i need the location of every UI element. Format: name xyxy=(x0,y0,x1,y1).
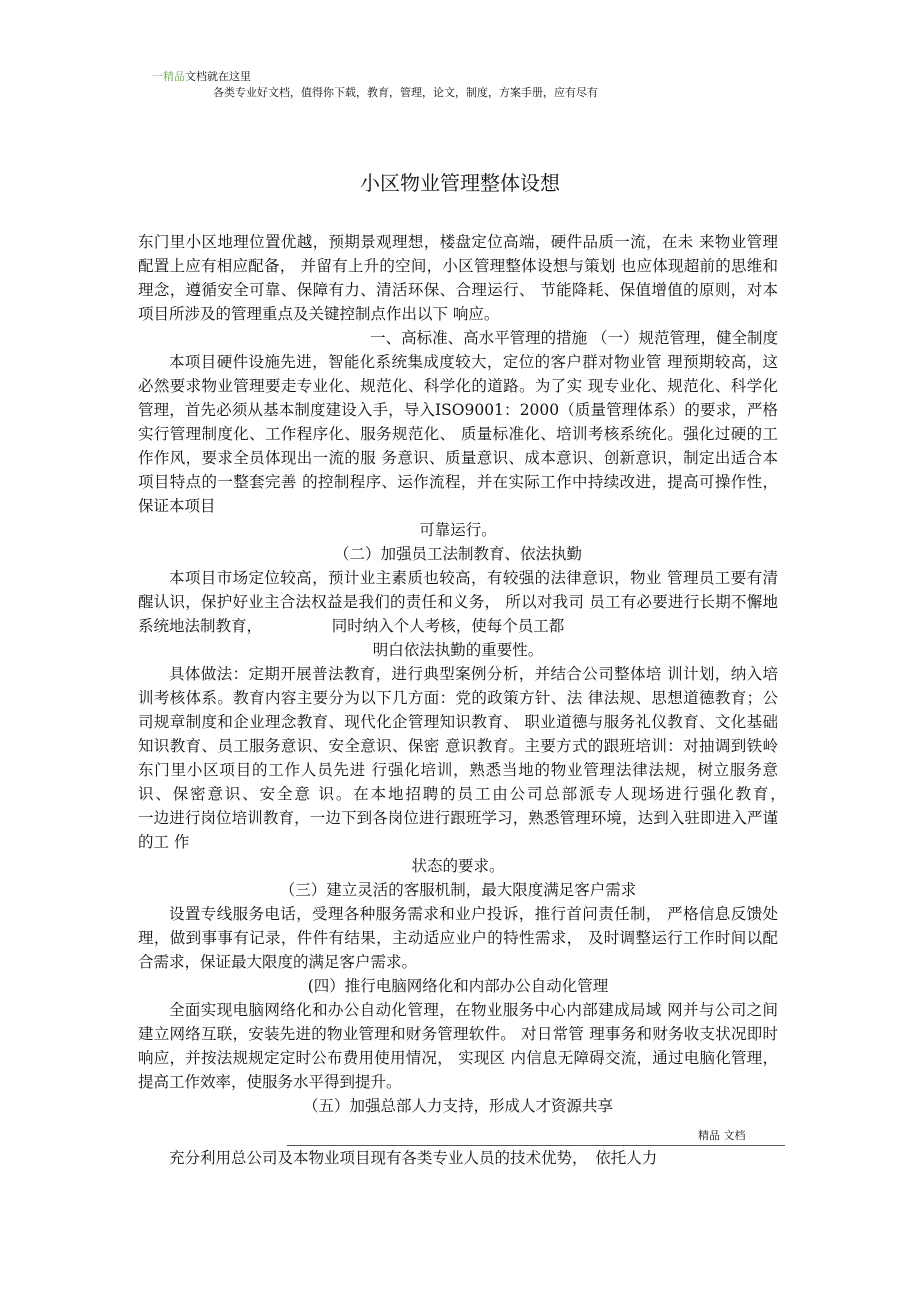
section1-paragraph-tail: 可靠运行。 xyxy=(419,521,497,539)
section1-heading: 一、高标准、高水平管理的措施 （一）规范管理，健全制度 xyxy=(370,329,778,347)
section1-paragraph: 本项目硬件设施先进，智能化系统集成度较大，定位的客户群对物业管 理预期较高，这必然要求物业管理要走专业化、规范化、科学化的道路。为了实 现专业化、规范化、科学化管理，首先必须从基本制度建设入手，导入ISO9001：2000（质量管理体系）的要求，严格实行管理制度化、工作程序化、服务规范化、 质量标准化、培训考核系统化。强化过硬的工作作风，要求全员体现出一流的服 务意识、质量意识、成本意识、创新意识，制定出适合本项目特点的一整套完善 的控制程序、运作流程，并在实际工作中持续改进，提高可操作性，保证本项目 xyxy=(138,353,778,515)
section2-detail-tail: 状态的要求。 xyxy=(411,857,505,875)
section5-paragraph: 充分利用总公司及本物业项目现有各类专业人员的技术优势， 依托人力 xyxy=(169,1149,658,1167)
document-title: 小区物业管理整体设想 xyxy=(360,171,560,195)
intro-paragraph: 东门里小区地理位置优越，预期景观理想，楼盘定位高端，硬件品质一流，在未 来物业管理配置上应有相应配备， 并留有上升的空间，小区管理整体设想与策划 也应体现超前的思维和理念，遵循安全可靠、保障有力、清活环保、合理运行、 节能降耗、保值增值的原则，对本项目所涉及的管理重点及关键控制点作出以下 响应。 xyxy=(138,233,778,323)
section2-heading: （二）加强员工法制教育、依法执勤 xyxy=(333,545,582,563)
section5-heading: （五）加强总部人力支持，形成人才资源共享 xyxy=(302,1097,613,1115)
section2-paragraph: 本项目市场定位较高，预计业主素质也较高，有较强的法律意识，物业 管理员工要有清醒认识，保护好业主合法权益是我们的责任和义务， 所以对我司 员工有必要进行长期不懈地系统地法制教育， 同时纳入个人考核，使每个员工都 xyxy=(138,569,778,635)
header-brand: 精品 xyxy=(163,70,185,83)
header-brand-line xyxy=(152,70,251,84)
section3-heading: （三）建立灵活的客服机制，最大限度满足客户需求 xyxy=(279,881,637,899)
header-subline: 各类专业好文档，值得你下载，教育，管理，论文，制度，方案手册，应有尽有 xyxy=(213,86,598,99)
document-body xyxy=(138,230,856,1118)
section4-paragraph: 全面实现电脑网络化和办公自动化管理，在物业服务中心内部建成局域 网并与公司之间建立网络互联，安装先进的物业管理和财务管理软件。 对日常管 理事务和财务收支状况即时响应，并按法规规定定时公布费用使用情况， 实现区 内信息无障碍交流，通过电脑化管理，提高工作效率，使服务水平得到提升。 xyxy=(138,1001,778,1091)
section2-paragraph-tail: 明白依法执勤的重要性。 xyxy=(372,641,544,659)
section3-paragraph: 设置专线服务电话，受理各种服务需求和业户投诉，推行首问责任制， 严格信息反馈处理，做到事事有记录，件件有结果，主动适应业户的特性需求， 及时调整运行工作时间以配合需求，保证最大限度的满足客户需求。 xyxy=(138,905,778,971)
section2-detail-paragraph: 具体做法：定期开展普法教育，进行典型案例分析，并结合公司整体培 训计划，纳入培训考核体系。教育内容主要分为以下几方面：党的政策方针、法 律法规、思想道德教育；公司规章制度和企业理念教育、现代化企管理知识教育、 职业道德与服务礼仪教育、文化基础知识教育、员工服务意识、安全意识、保密 意识教育。主要方式的跟班培训：对抽调到铁岭东门里小区项目的工作人员先进 行强化培训，熟悉当地的物业管理法律法规，树立服务意识、保密意识、安全意 识。在本地招聘的员工由公司总部派专人现场进行强化教育， 一边进行岗位培训教育，一边下到各岗位进行跟班学习，熟悉管理环境，达到入驻即进入严谨的工 作 xyxy=(138,665,856,851)
header-tagline: 文档就在这里 xyxy=(185,70,251,83)
footer-label: 精品 文档 xyxy=(698,1129,746,1142)
section4-heading: (四）推行电脑网络化和内部办公自动化管理 xyxy=(307,977,609,995)
header-dash: 一 xyxy=(152,70,163,83)
